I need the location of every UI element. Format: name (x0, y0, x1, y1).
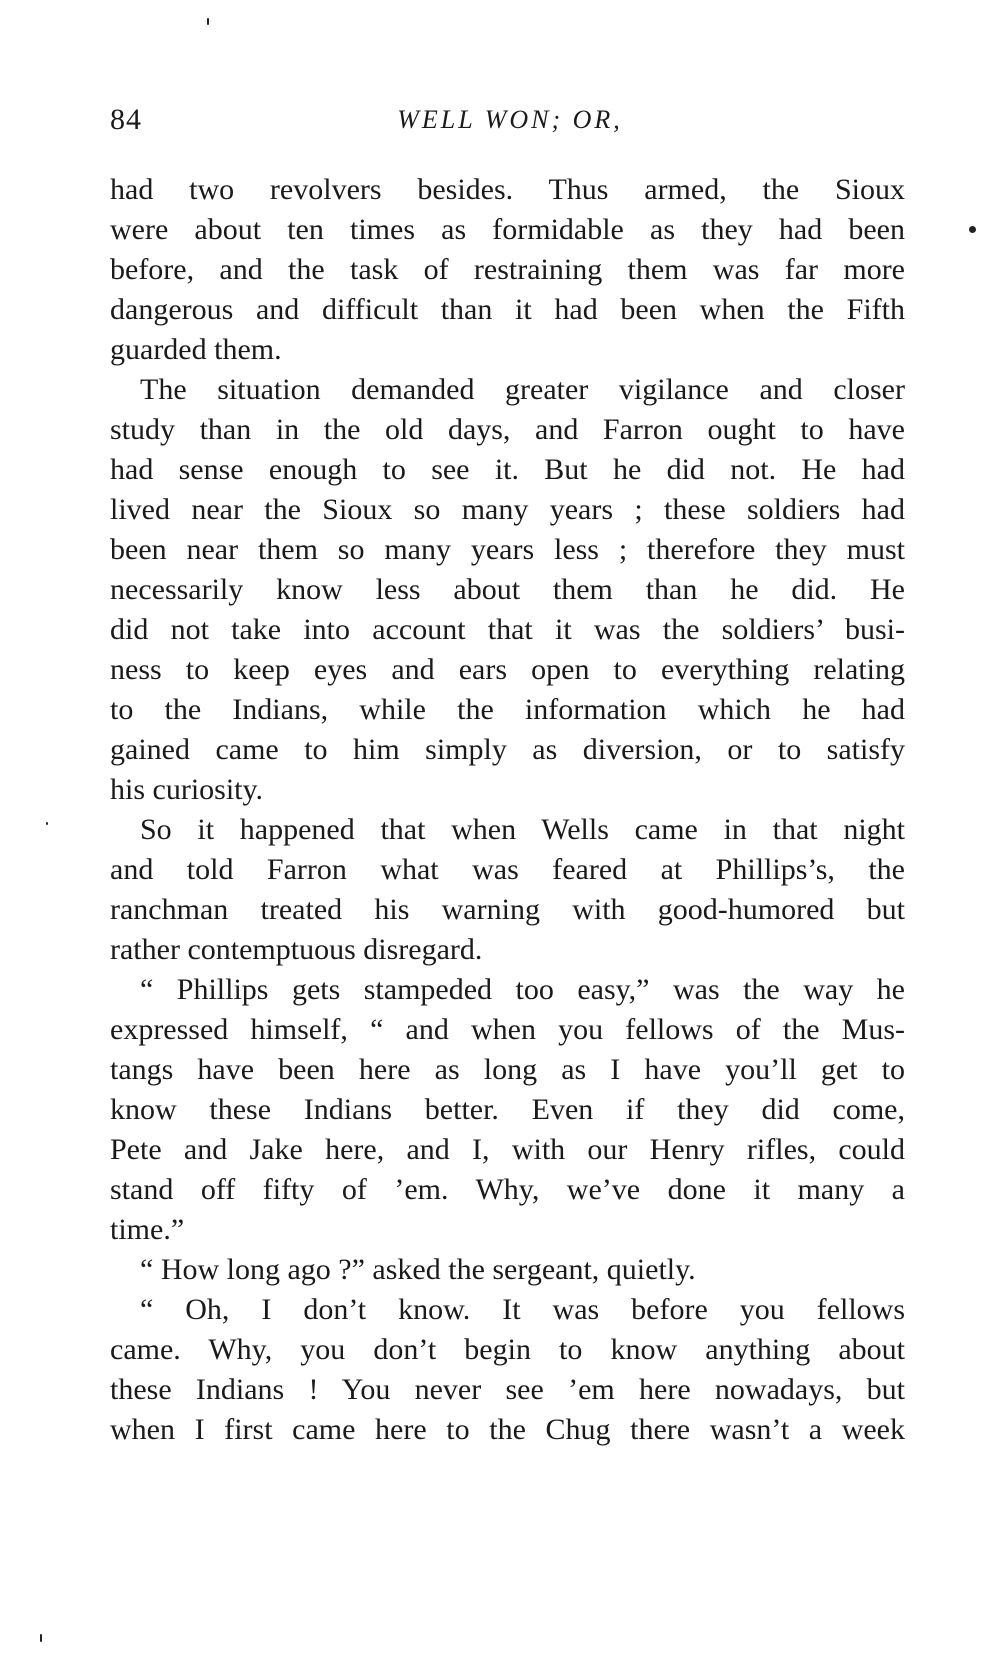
paragraph (110, 1250, 905, 1290)
paragraph (110, 810, 905, 970)
text-line: The situation demanded greater vigilance and closer (140, 373, 905, 406)
text-line: and told Farron what was feared at Phillips’s, the (110, 853, 905, 886)
text-line: know these Indians better. Even if they did come, (110, 1093, 905, 1126)
paragraph (110, 170, 905, 370)
text-line: “ How long ago ?” asked the sergeant, quietly. (140, 1253, 696, 1286)
text-line: had sense enough to see it. But he did not. He had (110, 453, 905, 486)
text-line: expressed himself, “ and when you fellows of the Mus- (110, 1013, 905, 1046)
scan-speck (46, 822, 48, 825)
page-header (110, 103, 910, 143)
text-line: came. Why, you don’t begin to know anything about (110, 1333, 905, 1366)
text-line: rather contemptuous disregard. (110, 933, 483, 966)
text-line: study than in the old days, and Farron ought to have (110, 413, 905, 446)
running-title: WELL WON; OR, (397, 105, 623, 134)
paragraph (110, 970, 905, 1250)
text-line: his curiosity. (110, 773, 264, 806)
text-line: to the Indians, while the information which he had (110, 693, 905, 726)
text-line: tangs have been here as long as I have you’ll get to (110, 1053, 905, 1086)
paragraph (110, 370, 905, 810)
text-line: lived near the Sioux so many years ; these soldiers had (110, 493, 905, 526)
text-line: time.” (110, 1213, 185, 1246)
text-line: were about ten times as formidable as they had been (110, 213, 905, 246)
text-line: had two revolvers besides. Thus armed, the Sioux (110, 173, 905, 206)
text-line: ranchman treated his warning with good-humored but (110, 893, 905, 926)
scan-speck (969, 226, 976, 233)
body-text (110, 170, 905, 1450)
text-line: before, and the task of restraining them was far more (110, 253, 905, 286)
text-line: stand off fifty of ’em. Why, we’ve done it many a (110, 1173, 905, 1206)
text-line: these Indians ! You never see ’em here nowadays, but (110, 1373, 905, 1406)
text-line: dangerous and difficult than it had been when the Fifth (110, 293, 905, 326)
text-line: ness to keep eyes and ears open to everything relating (110, 653, 905, 686)
text-line: guarded them. (110, 333, 282, 366)
scan-speck (40, 1634, 42, 1642)
text-line: “ Phillips gets stampeded too easy,” was the way he (140, 973, 905, 1006)
page-number: 84 (110, 103, 142, 136)
text-line: been near them so many years less ; therefore they must (110, 533, 905, 566)
text-line: So it happened that when Wells came in that night (140, 813, 905, 846)
text-line: gained came to him simply as diversion, or to satisfy (110, 733, 905, 766)
paragraph (110, 1290, 905, 1450)
text-line: “ Oh, I don’t know. It was before you fellows (140, 1293, 905, 1326)
text-line: when I first came here to the Chug there wasn’t a week (110, 1413, 905, 1446)
text-line: Pete and Jake here, and I, with our Henry rifles, could (110, 1133, 905, 1166)
text-line: did not take into account that it was the soldiers’ busi- (110, 613, 905, 646)
text-line: necessarily know less about them than he did. He (110, 573, 905, 606)
scan-speck (207, 18, 209, 25)
